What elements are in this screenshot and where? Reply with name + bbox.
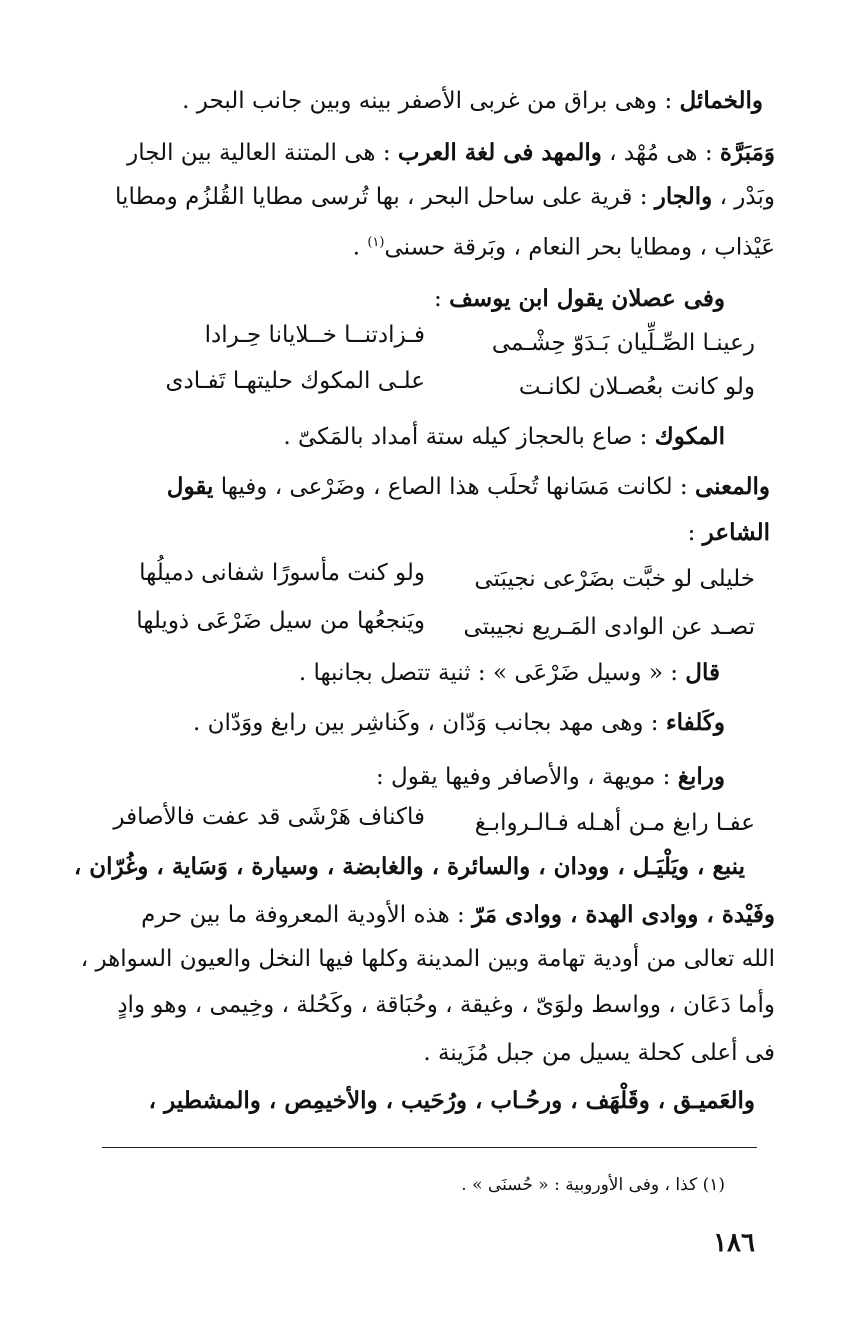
line-maana: [65, 470, 770, 504]
term-shaer: الشاعر: [702, 519, 770, 546]
footnote-marker: (١): [367, 235, 385, 250]
term-khamail: والخمائل: [679, 87, 763, 114]
line-khamail: [73, 84, 763, 118]
line-rabigh: [35, 760, 725, 794]
verse-2-second-hemistich: علـى المكوك حليتهـا تَفـادى: [165, 368, 425, 394]
verse-3-second-hemistich: ولو كنت مأسورًا شفانى دميلُها: [139, 560, 425, 586]
term-rabigh: ورابغ: [677, 763, 725, 790]
footnote-separator: [102, 1147, 757, 1148]
term-qal: قال: [685, 659, 720, 686]
verse-5-second-hemistich: فاكناف هَرْشَى قد عفت فالأصافر: [113, 804, 425, 830]
line-text: : « وسيل ضَرْعَى » : ثنية تتصل بجانبها .: [298, 660, 686, 686]
verse-1-second-hemistich: فـزادتنــا خــلايانا حِـرادا: [204, 322, 425, 348]
line-text: عَيْذاب ، ومطايا بحر النعام ، وبَرقة حسنى: [384, 234, 775, 261]
line-shaer: [80, 516, 770, 550]
term-fayda: وفَيْدة ، ووادى الهدة ، ووادى مَرّ: [472, 901, 775, 928]
line-text: :: [687, 520, 703, 546]
line-mabarra: [75, 136, 775, 170]
verse-2-first-hemistich: ولو كانت بعُصـلان لكانـت: [518, 374, 755, 400]
line-text: : مويهة ، والأصافر وفيها يقول :: [375, 764, 678, 790]
page-number: ١٨٦: [713, 1228, 755, 1258]
term-makkuk: المكوك: [654, 423, 725, 450]
line-text: : وهى مهد بجانب وَدّان ، وكَناشِر بين رابغ ووَدّان .: [192, 710, 666, 736]
line-kahla: فى أعلى كحلة يسيل من جبل مُزَينة .: [423, 1040, 775, 1066]
line-text: : لكانت مَسَانها تُحلَب هذا الصاع ، وضَرْعى ، وفيها: [213, 474, 695, 500]
line-makkuk: [35, 420, 725, 454]
line-text: : قرية على ساحل البحر ، بها تُرسى مطايا القُلزُم ومطايا: [115, 184, 655, 210]
line-daan: وأما دَعَان ، وواسط ولوَىّ ، وغيقة ، وحُبَاقة ، وكَحُلة ، وخِيمى ، وهو وادٍ: [117, 992, 775, 1018]
line-text: : هذه الأودية المعروفة ما بين حرم: [141, 902, 473, 928]
line-amiq: والعَميـق ، وقَلْهَف ، ورحُـاب ، ورُحَيب ، والأخيمِص ، والمشطير ،: [148, 1087, 755, 1114]
verse-3-first-hemistich: خليلى لو خبَّت بضَرْعى نجيبَتى: [474, 566, 755, 592]
term-maana: والمعنى: [694, 473, 770, 500]
footnote: (١) كذا ، وفى الأوروبية : « حُسنَى » .: [461, 1175, 725, 1195]
line-text: : صاع بالحجاز كيله ستة أمداد بالمَكىّ .: [283, 424, 655, 450]
line-jar: [75, 180, 775, 214]
term-yaqul: يقول: [166, 473, 214, 500]
line-aydhab: [75, 226, 775, 265]
line-text: : هى مُهْد ،: [601, 140, 720, 166]
line-text: : هى المتنة العالية بين الجار: [127, 140, 398, 166]
line-fayda: [75, 898, 775, 932]
line-text: وبَدْر ،: [712, 184, 775, 210]
line-text: .: [352, 234, 368, 261]
verse-4-first-hemistich: تصـد عن الوادى المَـريع نجيبتى: [463, 614, 755, 640]
line-text: :: [434, 286, 450, 312]
term-mahd: والمهد فى لغة العرب: [397, 139, 602, 166]
line-kalfa: [35, 706, 725, 740]
verse-5-first-hemistich: عفـا رابغ مـن أهـله فـالـروابـغ: [474, 810, 755, 836]
term-asalan: وفى عصلان يقول ابن يوسف: [449, 285, 725, 312]
line-tihama: الله تعالى من أودية تهامة وبين المدينة وكلها فيها النخل والعيون السواهر ،: [80, 946, 775, 972]
term-mabarra: وَمَبَرَّة: [719, 139, 775, 166]
line-text: : وهى براق من غربى الأصفر بينه وبين جانب البحر .: [182, 88, 680, 114]
line-qal: [30, 656, 720, 690]
verse-1-first-hemistich: رعينـا الصِّـلِّيان بَـدَوّ حِشْـمى: [491, 330, 755, 356]
term-jar: والجار: [654, 183, 713, 210]
term-kalfa: وكَلفاء: [665, 709, 725, 736]
line-asalan-heading: [35, 282, 725, 316]
verse-4-second-hemistich: ويَنجعُها من سيل ضَرْعَى ذويلها: [136, 608, 425, 634]
line-yanbu: ينبع ، ويَلْيَـل ، وودان ، والسائرة ، والغابضة ، وسيارة ، وَسَاية ، وغُرّان ،: [73, 853, 745, 880]
